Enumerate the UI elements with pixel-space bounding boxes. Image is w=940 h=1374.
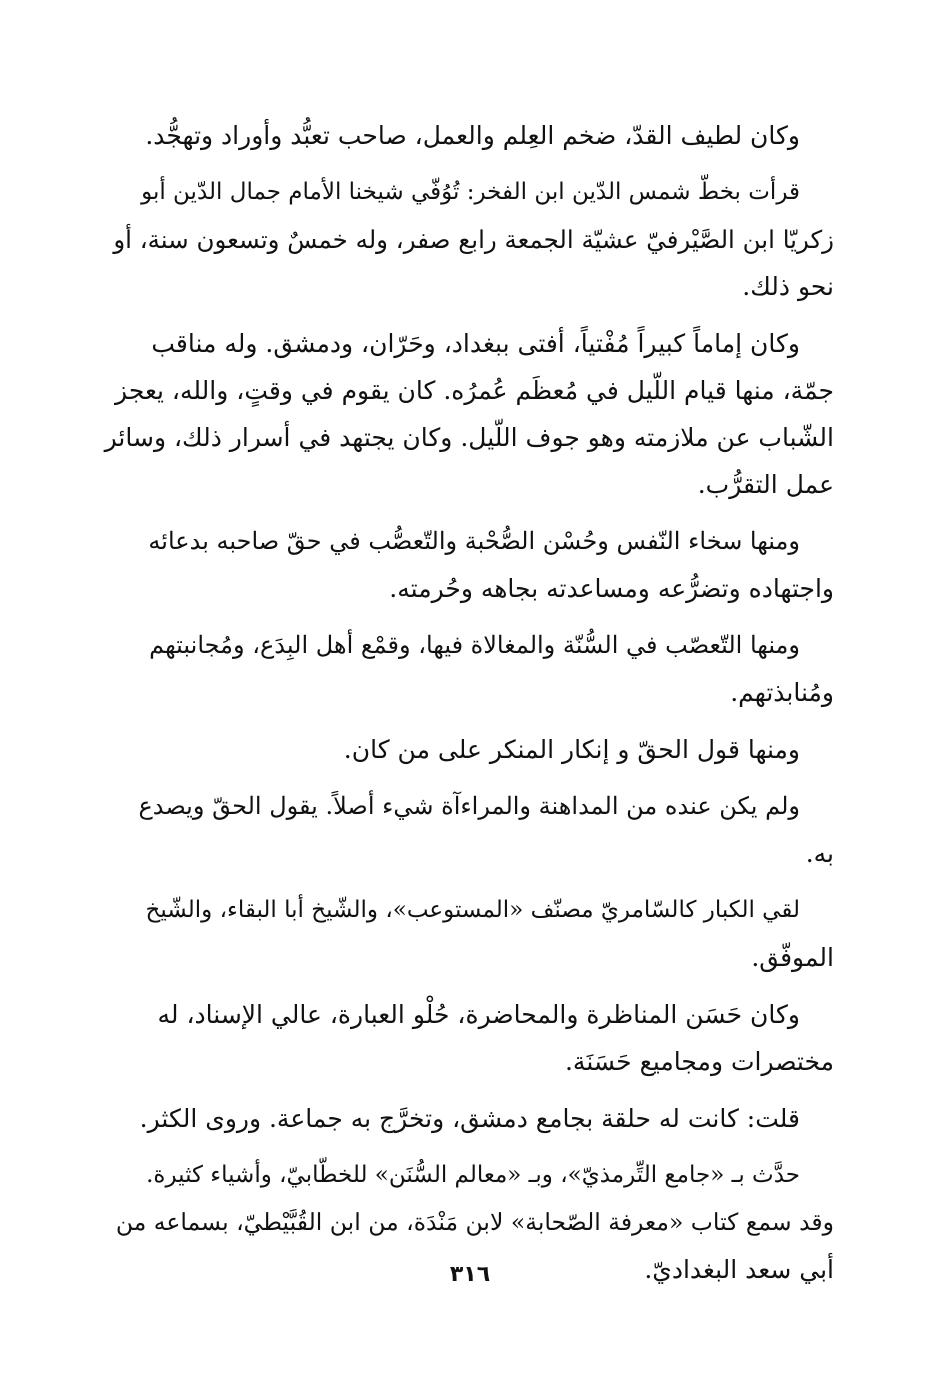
paragraph xyxy=(104,1095,834,1142)
text-line: به. xyxy=(805,839,834,868)
text-line: ومنها قول الحقّ و إنكار المنكر على من كان. xyxy=(343,735,800,764)
text-line: ومُنابذتهم. xyxy=(730,678,834,707)
text-line: الموفّق. xyxy=(751,943,834,972)
paragraph xyxy=(104,887,834,981)
text-line: ومنها التّعصّب في السُّنّة والمغالاة فيها، وقمْع أهل البِدَع، ومُجانبتهم xyxy=(149,631,800,659)
page-number: ٣١٦ xyxy=(449,1262,491,1287)
paragraph xyxy=(104,518,834,612)
page-body xyxy=(104,112,834,1303)
text-line: ولم يكن عنده من المداهنة والمراءآة شيء أصلاً. يقول الحقّ ويصدع xyxy=(138,792,800,820)
text-line: وكان لطيف القدّ، ضخم العِلم والعمل، صاحب تعبُّد وأوراد وتهجُّد. xyxy=(145,121,800,150)
text-line: زكريّا ابن الصَّيْرفيّ عشيّة الجمعة رابع صفر، وله خمسٌ وتسعون سنة، أو xyxy=(113,225,834,254)
paragraph xyxy=(104,726,834,773)
text-line: عمل التقرُّب. xyxy=(697,470,834,499)
paragraph xyxy=(104,169,834,310)
text-line: لقي الكبار كالسّامريّ مصنّف «المستوعب»، والشّيخ أبا البقاء، والشّيخ xyxy=(145,897,800,923)
text-line: أبي سعد البغداديّ. xyxy=(644,1255,834,1284)
text-line: نحو ذلك. xyxy=(742,272,834,301)
text-line: وقد سمع كتاب «معرفة الصّحابة» لابن مَنْدَة، من ابن القُبَّيْطيّ، بسماعه من xyxy=(115,1208,834,1236)
text-line: الشّباب عن ملازمته وهو جوف اللّيل. وكان يجتهد في أسرار ذلك، وسائر xyxy=(104,423,834,452)
text-line: واجتهاده وتضرُّعه ومساعدته بجاهه وحُرمته. xyxy=(389,574,834,603)
text-line: وكان حَسَن المناظرة والمحاضرة، حُلْو العبارة، عالي الإسناد، له xyxy=(157,1000,800,1029)
paragraph xyxy=(104,783,834,877)
text-line: قلت: كانت له حلقة بجامع دمشق، وتخرَّج به جماعة. وروى الكثر. xyxy=(139,1104,800,1133)
paragraph xyxy=(104,991,834,1085)
paragraph xyxy=(104,320,834,508)
text-line: وكان إماماً كبيراً مُفْتياً، أفتى ببغداد، وحَرّان، ودمشق. وله مناقب xyxy=(151,329,800,358)
text-line: ومنها سخاء النّفس وحُسْن الصُّحْبة والتّعصُّب في حقّ صاحبه بدعائه xyxy=(148,527,800,555)
paragraph xyxy=(104,622,834,716)
text-line: مختصرات ومجاميع حَسَنَة. xyxy=(564,1047,834,1076)
paragraph xyxy=(104,112,834,159)
text-line: حدَّث بـ «جامع التِّرمذيّ»، وبـ «معالم السُّنَن» للخطّابيّ، وأشياء كثيرة. xyxy=(146,1162,800,1188)
text-line: قرأت بخطّ شمس الدّين ابن الفخر: تُوُفّي شيخنا الأمام جمال الدّين أبو xyxy=(141,179,800,205)
text-line: جمّة، منها قيام اللّيل في مُعظَم عُمرُه. كان يقوم في وقتٍ، والله، يعجز xyxy=(115,376,834,405)
